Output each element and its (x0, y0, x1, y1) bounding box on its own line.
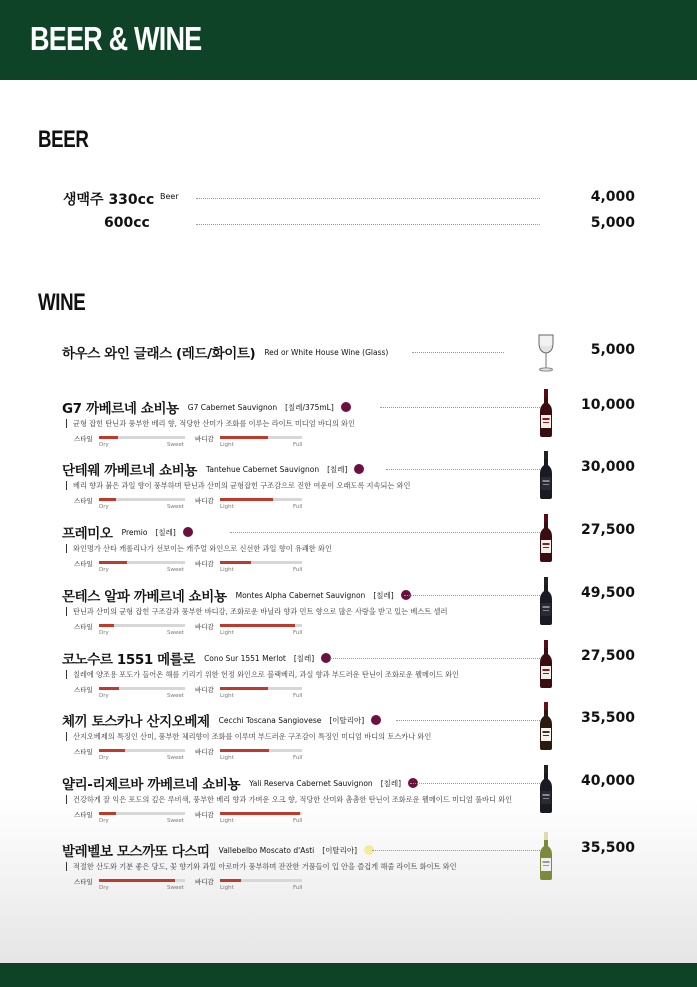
dotted-leader (410, 783, 540, 784)
full-label: Full (293, 885, 303, 891)
full-label: Full (293, 442, 303, 448)
wine-origin: [칠레] (373, 590, 394, 600)
wine-english-name: Cecchi Toscana Sangiovese (218, 715, 322, 725)
wine-korean-name: 단테웨 까베르네 쇼비뇽 (62, 463, 198, 479)
wine-origin: [이탈리아] (329, 715, 365, 725)
body-label: 바디감 (195, 686, 214, 694)
wine-origin: [이탈리아] (322, 845, 358, 855)
dry-label: Dry (99, 693, 109, 699)
wine-color-dot-icon (183, 527, 193, 537)
beer-section-title: BEER (38, 126, 89, 153)
wine-english-name: Red or White House Wine (Glass) (264, 347, 389, 357)
light-label: Light (220, 567, 234, 573)
dry-label: Dry (99, 630, 109, 636)
style-label: 스타일 (74, 748, 93, 756)
sweetness-bar-fill (99, 624, 114, 627)
wine-heading (62, 397, 351, 417)
beer-price: 4,000 (590, 189, 635, 205)
body-bar-fill (220, 687, 268, 690)
wine-bottle-icon (538, 514, 554, 562)
wine-color-dot-icon (341, 402, 351, 412)
body-bar (220, 624, 302, 627)
dotted-leader (230, 532, 540, 533)
wine-description: 적절한 산도와 기분 좋은 당도, 꽃 향기와 과일 아로마가 풍부하며 잔잔한 거품들이 입 안을 즐겁게 해줄 라이트 화이트 와인 (66, 862, 457, 871)
wine-description: 와인명가 산타 캐롤리나가 선보이는 캐주얼 와인으로 신선한 과일 향이 유쾌한 와인 (66, 544, 332, 553)
dry-label: Dry (99, 442, 109, 448)
wine-origin: [칠레] (155, 527, 176, 537)
dotted-leader (372, 850, 540, 851)
wine-price: 35,500 (580, 710, 635, 726)
wine-description: 산지오베제의 특징인 산미, 풍부한 체리향이 조화를 이루며 부드러운 구조감이 특징인 미디엄 바디의 토스카나 와인 (66, 732, 431, 741)
wine-english-name: G7 Cabernet Sauvignon (187, 402, 278, 412)
wine-origin: [칠레] (327, 464, 348, 474)
wine-row (0, 459, 697, 519)
wine-bottle-icon (538, 577, 554, 625)
beer-name: 600cc (104, 215, 150, 231)
sweetness-bar (99, 624, 185, 627)
light-label: Light (220, 885, 234, 891)
full-label: Full (293, 630, 303, 636)
wine-bottle-icon (538, 389, 554, 437)
body-bar (220, 498, 302, 501)
wine-description: 균형 잡힌 탄닌과 풍부한 베리 향, 적당한 산미가 조화를 이루는 라이트 미디엄 바디의 와인 (66, 419, 355, 428)
full-label: Full (293, 818, 303, 824)
body-label: 바디감 (195, 623, 214, 631)
light-label: Light (220, 755, 234, 761)
wine-price: 5,000 (590, 342, 635, 358)
full-label: Full (293, 504, 303, 510)
dotted-leader (380, 407, 540, 408)
body-bar (220, 687, 302, 690)
house-wine-row (0, 342, 697, 402)
dry-label: Dry (99, 567, 109, 573)
body-bar (220, 436, 302, 439)
wine-price: 10,000 (580, 397, 635, 413)
sweetness-bar (99, 879, 185, 882)
body-bar-fill (220, 624, 295, 627)
full-label: Full (293, 693, 303, 699)
light-label: Light (220, 630, 234, 636)
dotted-leader (396, 720, 540, 721)
wine-price: 27,500 (580, 648, 635, 664)
dotted-leader (330, 658, 540, 659)
style-label: 스타일 (74, 811, 93, 819)
body-label: 바디감 (195, 435, 214, 443)
wine-heading (62, 459, 364, 479)
dotted-leader (196, 198, 540, 199)
dry-label: Dry (99, 885, 109, 891)
wine-heading (62, 710, 381, 730)
wine-row (0, 710, 697, 770)
light-label: Light (220, 818, 234, 824)
wine-korean-name: 체끼 토스카나 산지오베제 (62, 714, 210, 730)
sweet-label: Sweet (167, 885, 184, 891)
body-bar-fill (220, 812, 300, 815)
body-bar-fill (220, 879, 241, 882)
wine-section-title: WINE (38, 289, 86, 316)
wine-bottle-icon (538, 832, 554, 880)
wine-korean-name: 하우스 와인 글래스 (레드/화이트) (62, 346, 256, 362)
body-bar-fill (220, 749, 269, 752)
style-label: 스타일 (74, 560, 93, 568)
dotted-leader (404, 595, 540, 596)
page-title: BEER & WINE (30, 20, 202, 57)
dry-label: Dry (99, 755, 109, 761)
light-label: Light (220, 442, 234, 448)
wine-row (0, 585, 697, 645)
sweetness-bar (99, 498, 185, 501)
full-label: Full (293, 567, 303, 573)
wine-price: 40,000 (580, 773, 635, 789)
wine-row (0, 648, 697, 708)
dotted-leader (412, 352, 504, 353)
wine-korean-name: 얄리-리제르바 까베르네 쇼비뇽 (62, 777, 241, 793)
wine-price: 49,500 (580, 585, 635, 601)
sweet-label: Sweet (167, 818, 184, 824)
beer-row-330 (0, 189, 697, 209)
wine-english-name: Vallebelbo Moscato d'Asti (218, 845, 315, 855)
wine-korean-name: 몬테스 알파 까베르네 쇼비뇽 (62, 589, 227, 605)
wine-english-name: Yali Reserva Cabernet Sauvignon (249, 778, 373, 788)
wine-heading (62, 648, 331, 668)
full-label: Full (293, 755, 303, 761)
light-label: Light (220, 504, 234, 510)
header-bar (0, 0, 697, 80)
wine-korean-name: 코노수르 1551 메를로 (62, 652, 196, 668)
footer-bar (0, 963, 697, 987)
sweetness-bar (99, 561, 185, 564)
body-bar-fill (220, 436, 268, 439)
style-label: 스타일 (74, 497, 93, 505)
sweetness-bar-fill (99, 812, 116, 815)
wine-color-dot-icon (371, 715, 381, 725)
wine-english-name: Premio (121, 527, 148, 537)
wine-heading (62, 522, 193, 542)
body-bar (220, 561, 302, 564)
sweetness-bar-fill (99, 498, 116, 501)
wine-glass-icon (536, 334, 556, 374)
wine-price: 30,000 (580, 459, 635, 475)
body-bar-fill (220, 498, 273, 501)
beer-name: 생맥주 330cc (63, 192, 155, 208)
wine-color-dot-icon (354, 464, 364, 474)
wine-bottle-icon (538, 451, 554, 499)
wine-description: 건강하게 잘 익은 포도의 깊은 루비색, 풍부한 베리 향과 가벼운 오크 향, 적당한 산미와 촘촘한 탄닌이 조화로운 웰메이드 미디엄 풀바디 와인 (66, 795, 512, 804)
wine-korean-name: 프레미오 (62, 526, 113, 542)
light-label: Light (220, 693, 234, 699)
beer-row-600 (0, 215, 697, 235)
sweetness-bar-fill (99, 687, 119, 690)
wine-origin: [칠레/375mL] (285, 402, 334, 412)
style-label: 스타일 (74, 878, 93, 886)
wine-korean-name: G7 까베르네 쇼비뇽 (62, 401, 179, 417)
dry-label: Dry (99, 818, 109, 824)
wine-description: 탄닌과 산미의 균형 잡힌 구조감과 풍부한 바디감, 조화로운 바닐라 향과 민트 향으로 많은 사랑을 받고 있는 베스트 셀러 (66, 607, 447, 616)
wine-row (0, 522, 697, 582)
body-bar (220, 812, 302, 815)
sweetness-bar-fill (99, 749, 125, 752)
sweetness-bar-fill (99, 436, 118, 439)
body-label: 바디감 (195, 560, 214, 568)
sweet-label: Sweet (167, 442, 184, 448)
dotted-leader (196, 224, 540, 225)
dotted-leader (386, 469, 540, 470)
sweet-label: Sweet (167, 693, 184, 699)
wine-bottle-icon (538, 765, 554, 813)
wine-heading (62, 585, 411, 605)
style-label: 스타일 (74, 686, 93, 694)
wine-korean-name: 발레벨보 모스까또 다스띠 (62, 844, 210, 860)
wine-bottle-icon (538, 702, 554, 750)
wine-row (0, 840, 697, 900)
beer-english-name: Beer (160, 192, 179, 201)
beer-price: 5,000 (590, 215, 635, 231)
sweetness-bar-fill (99, 879, 175, 882)
body-bar-fill (220, 561, 251, 564)
wine-price: 35,500 (580, 840, 635, 856)
body-label: 바디감 (195, 878, 214, 886)
sweet-label: Sweet (167, 504, 184, 510)
sweet-label: Sweet (167, 630, 184, 636)
body-bar (220, 749, 302, 752)
wine-row (0, 397, 697, 457)
wine-english-name: Montes Alpha Cabernet Sauvignon (235, 590, 366, 600)
wine-bottle-icon (538, 640, 554, 688)
wine-origin: [칠레] (380, 778, 402, 788)
wine-english-name: Cono Sur 1551 Merlot (204, 653, 286, 663)
wine-price: 27,500 (580, 522, 635, 538)
sweetness-bar (99, 749, 185, 752)
wine-description: 칠레에 양조용 포도가 들어온 해를 기리기 위한 헌정 와인으로 블랙베리, 과실 향과 부드러운 탄닌이 조화로운 웰메이드 와인 (66, 670, 459, 679)
sweet-label: Sweet (167, 567, 184, 573)
sweetness-bar-fill (99, 561, 127, 564)
style-label: 스타일 (74, 435, 93, 443)
wine-english-name: Tantehue Cabernet Sauvignon (206, 464, 320, 474)
sweetness-bar (99, 436, 185, 439)
wine-row (0, 773, 697, 833)
sweet-label: Sweet (167, 755, 184, 761)
wine-heading (62, 342, 388, 362)
body-label: 바디감 (195, 748, 214, 756)
dry-label: Dry (99, 504, 109, 510)
style-label: 스타일 (74, 623, 93, 631)
body-label: 바디감 (195, 497, 214, 505)
body-bar (220, 879, 302, 882)
sweetness-bar (99, 812, 185, 815)
wine-origin: [칠레] (293, 653, 315, 663)
wine-heading (62, 773, 418, 793)
body-label: 바디감 (195, 811, 214, 819)
wine-heading (62, 840, 374, 860)
wine-description: 베리 향과 붉은 과일 향이 풍부하며 탄닌과 산미의 균형잡힌 구조감으로 진한 여운이 오래도록 지속되는 와인 (66, 481, 411, 490)
sweetness-bar (99, 687, 185, 690)
